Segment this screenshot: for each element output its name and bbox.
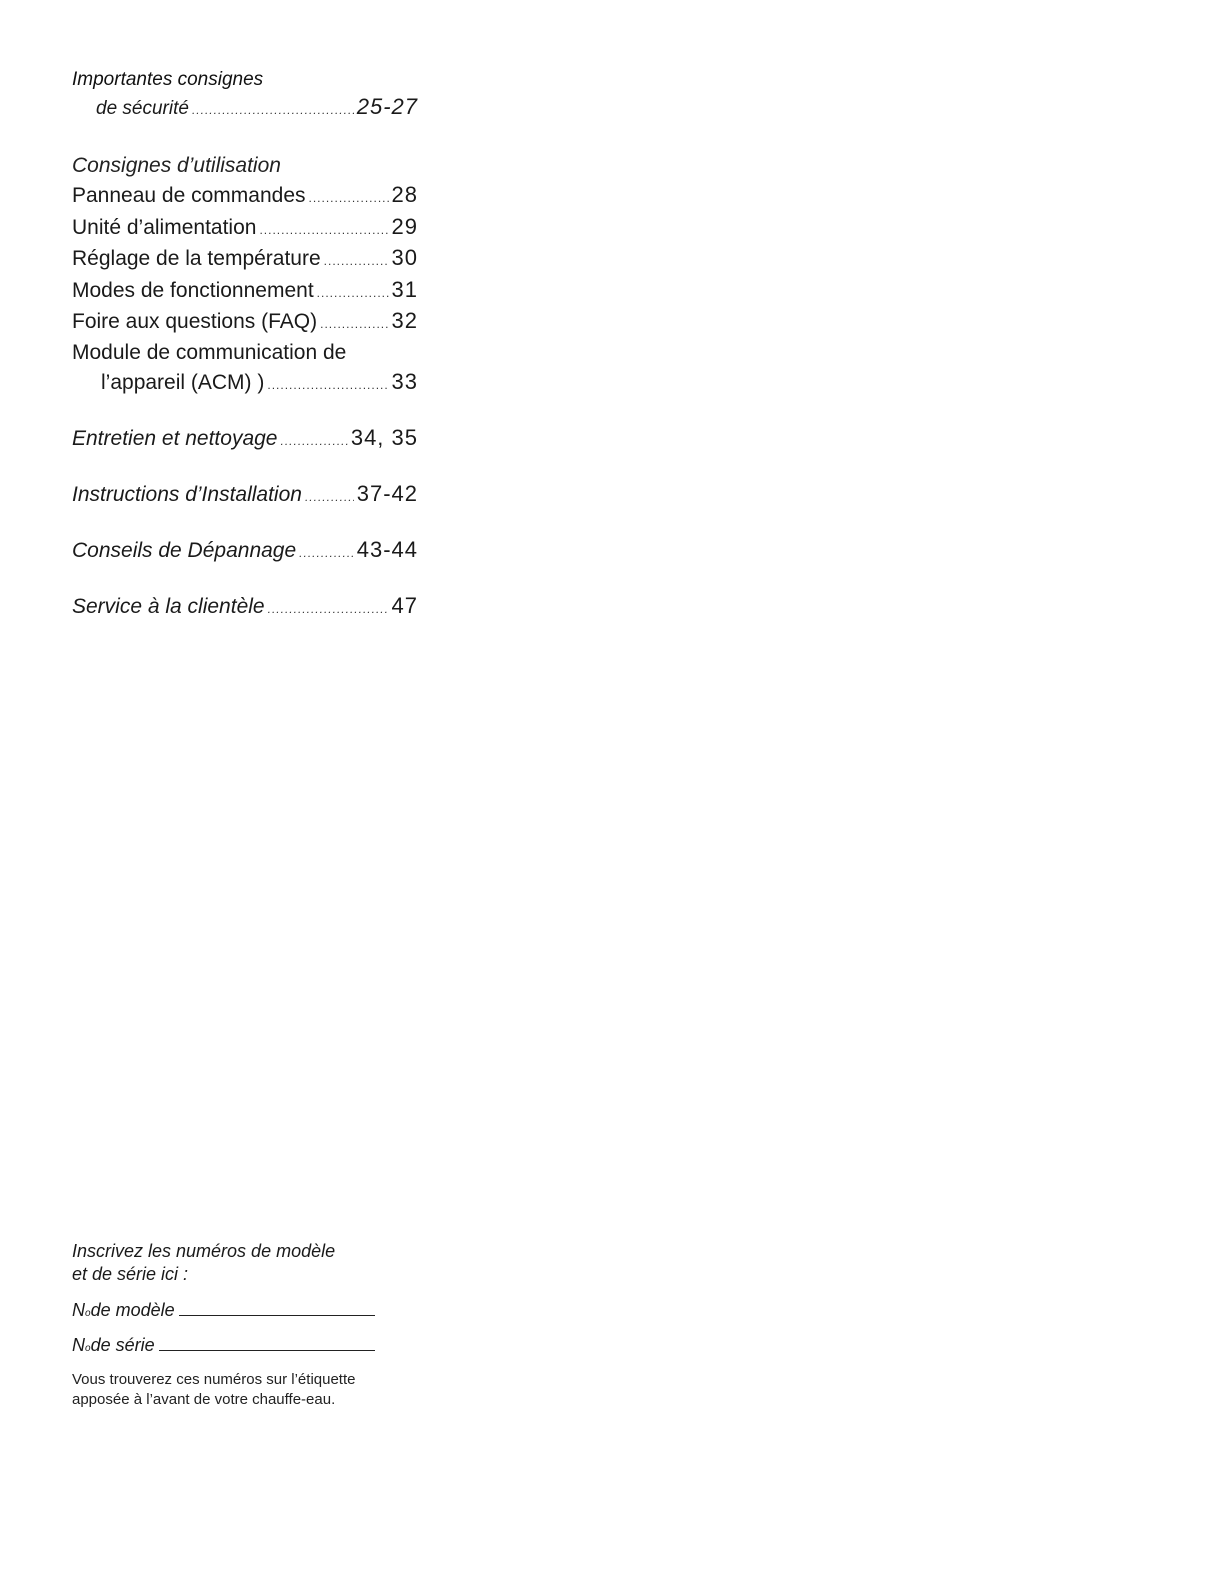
- toc-item-page: 32: [391, 308, 418, 334]
- toc-item-page: 29: [391, 213, 418, 239]
- leader-dots: [280, 426, 347, 456]
- model-number-field[interactable]: [179, 1314, 375, 1316]
- leader-dots: [320, 310, 388, 339]
- operating-items: [72, 181, 418, 399]
- leader-dots: [299, 538, 354, 568]
- toc-item-label: Réglage de la température: [72, 247, 321, 271]
- toc-acm-line2: l’appareil (ACM) ): [101, 370, 265, 394]
- toc-install-pages: 37-42: [356, 481, 418, 507]
- toc-item-faq[interactable]: [72, 307, 418, 339]
- toc-trouble-label: Conseils de Dépannage: [72, 539, 297, 563]
- toc-item-page: 30: [391, 245, 418, 271]
- model-number-line: [72, 1300, 432, 1321]
- serial-number-field[interactable]: [159, 1349, 375, 1351]
- model-label: de modèle: [90, 1300, 175, 1320]
- serial-number-line: [72, 1335, 432, 1356]
- toc-safety-pages: 25-27: [356, 94, 418, 119]
- toc-service-label: Service à la clientèle: [72, 595, 265, 619]
- leader-dots: [324, 247, 389, 276]
- record-heading-line1: Inscrivez les numéros de modèle: [72, 1241, 336, 1261]
- toc-item-label: Unité d’alimentation: [72, 215, 257, 239]
- toc-customer-service[interactable]: [72, 591, 418, 624]
- operating-section-title: Consignes d’utilisation: [72, 154, 281, 177]
- toc-item-page: 28: [391, 182, 418, 207]
- toc-care-cleaning[interactable]: [72, 423, 418, 456]
- toc-item-acm[interactable]: [72, 339, 418, 399]
- record-note-line1: Vous trouverez ces numéros sur l’étiquette: [72, 1371, 356, 1388]
- record-heading: [72, 1240, 432, 1286]
- model-serial-record: [72, 1240, 432, 1410]
- leader-dots: [192, 103, 354, 117]
- serial-sup: o: [85, 1343, 91, 1354]
- toc-safety-line1: Importantes consignes: [72, 69, 264, 90]
- leader-dots: [317, 279, 389, 308]
- record-heading-line2: et de série ici :: [72, 1264, 189, 1284]
- toc-item-modes[interactable]: [72, 276, 418, 308]
- leader-dots: [267, 371, 388, 400]
- toc-acm-line1: Module de communication de: [72, 340, 347, 364]
- toc-service-pages: 47: [391, 593, 418, 619]
- toc-item-label: Foire aux questions (FAQ): [72, 310, 318, 334]
- toc-item-page: 31: [391, 276, 418, 302]
- toc-install-label: Instructions d’Installation: [72, 483, 302, 507]
- toc-installation[interactable]: [72, 479, 418, 512]
- model-prefix: N: [72, 1300, 85, 1320]
- toc-care-pages: 34, 35: [350, 425, 418, 451]
- record-note-line2: apposée à l’avant de votre chauffe-eau.: [72, 1391, 336, 1408]
- serial-label: de série: [90, 1335, 155, 1355]
- model-sup: o: [85, 1308, 91, 1319]
- toc-item-control-panel[interactable]: [72, 181, 418, 213]
- leader-dots: [259, 216, 388, 245]
- toc-safety[interactable]: [72, 66, 418, 126]
- toc-care-label: Entretien et nettoyage: [72, 427, 278, 451]
- toc-item-power-unit[interactable]: [72, 213, 418, 245]
- leader-dots: [305, 482, 354, 512]
- toc-trouble-pages: 43-44: [356, 537, 418, 563]
- toc-item-label: Modes de fonctionnement: [72, 278, 314, 302]
- table-of-contents: [72, 66, 418, 624]
- leader-dots: [309, 184, 389, 213]
- toc-troubleshooting[interactable]: [72, 535, 418, 568]
- serial-prefix: N: [72, 1335, 85, 1355]
- toc-safety-line2: de sécurité: [96, 98, 189, 119]
- leader-dots: [268, 594, 389, 624]
- record-note: [72, 1370, 432, 1410]
- toc-item-temperature[interactable]: [72, 244, 418, 276]
- toc-acm-page: 33: [391, 368, 418, 394]
- toc-item-label: Panneau de commandes: [72, 184, 306, 207]
